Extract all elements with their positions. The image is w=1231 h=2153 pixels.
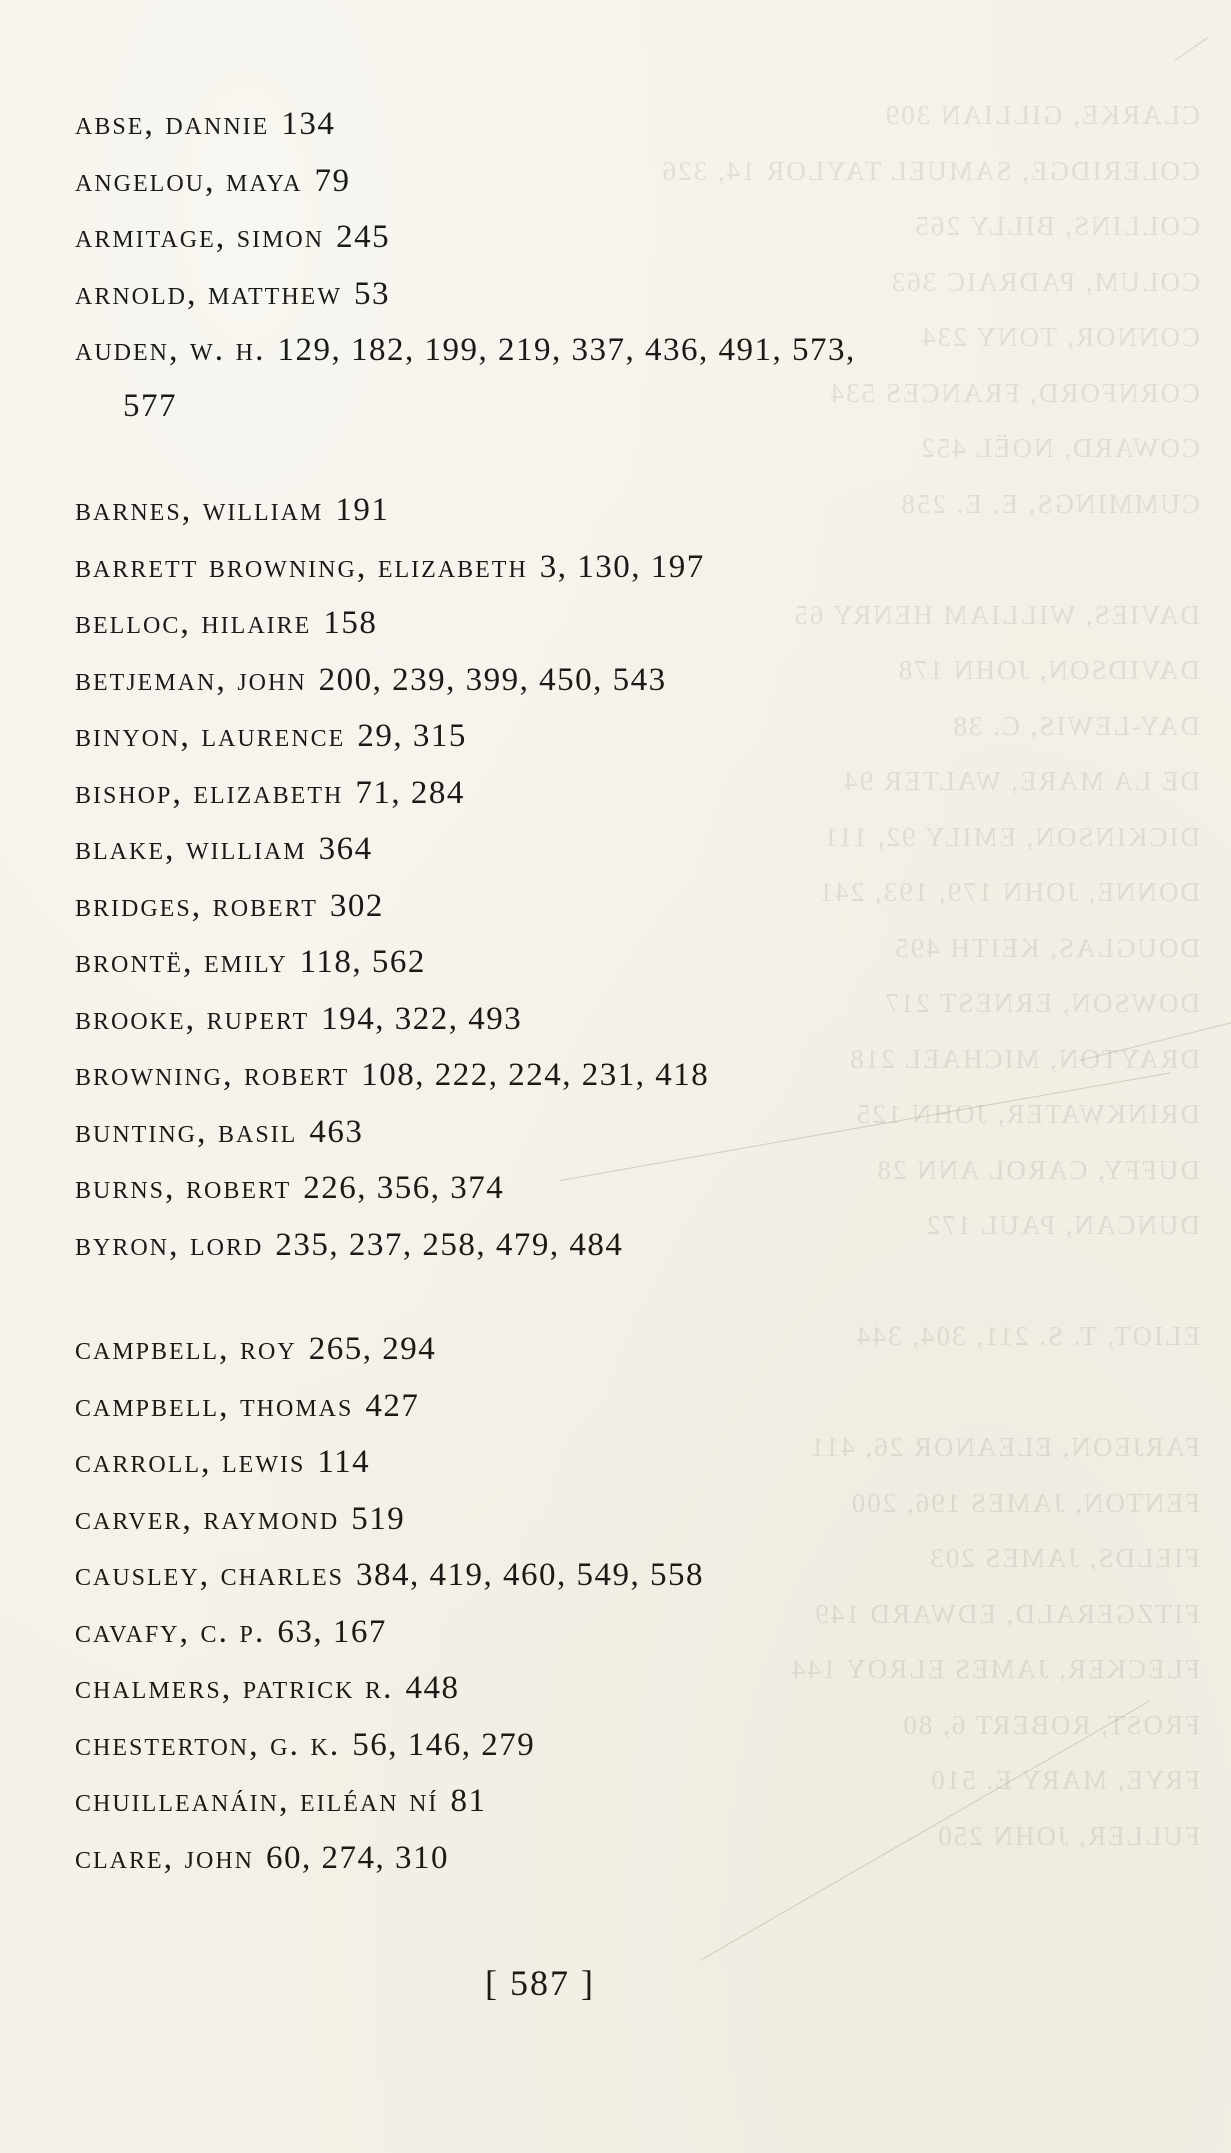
- index-entry: [75, 1378, 1175, 1435]
- show-through-text: CLARKE, GILLIAN 309 COLERIDGE, SAMUEL TAYLOR 14, 326 COLLINS, BILLY 265 COLUM, PADRAIC 363 CONNOR, TONY 234 CORNFORD, FRANCES 534 COWARD, NOËL 452 CUMMINGS, E. E. 258 DAVIES, WILLIAM HENRY 65 DAVIDSON, JOHN 178 DAY-LEWIS, C. 38 DE LA MARE, WALTER 94 DICKINSON, EMILY 92, 111 DONNE, JOHN 179, 193, 241 DOUGLAS, KEITH 495 DOWSON, ERNEST 217 DRAYTON, MICHAEL 218 DRINKWATER, JOHN 125 DUFFY, CAROL ANN 28 DUNCAN, PAUL 172 ELIOT, T. S. 211, 304, 344 FARJEON, ELEANOR 26, 411 FENTON, JAMES 196, 200 FIELDS, JAMES 203 FITZGERALD, EDWARD 149 FLECKER, JAMES ELROY 144 FROST, ROBERT 6, 80 FRYE, MARY E. 510 FULLER, JOHN 250: [660, 100, 1200, 1851]
- page-references: 226, 356, 374: [303, 1170, 505, 1206]
- index-entry: [75, 1160, 1175, 1217]
- author-name: carver, raymond: [75, 1499, 340, 1537]
- page-references: 63, 167: [277, 1613, 387, 1650]
- author-name: brontë, emily: [75, 943, 288, 980]
- index-entry: [75, 1604, 1175, 1661]
- page-references: 129, 182, 199, 219, 337, 436, 491, 573,: [277, 332, 856, 368]
- index-entry: [75, 153, 1175, 210]
- author-name: brooke, rupert: [75, 999, 310, 1037]
- page-number: [ 587 ]: [485, 1963, 595, 2003]
- page-references: 3, 130, 197: [539, 548, 705, 585]
- page-references: 194, 322, 493: [321, 1000, 523, 1037]
- page-references: 114: [317, 1444, 371, 1480]
- index-group-c: [75, 1321, 1175, 1886]
- index-entry: [75, 1773, 1175, 1830]
- index-entry: [75, 1491, 1175, 1548]
- index-entry: [75, 539, 1175, 596]
- author-name: belloc, hilaire: [75, 604, 312, 641]
- page-references: 265, 294: [308, 1331, 437, 1367]
- author-name: burns, robert: [75, 1169, 292, 1206]
- index-entry: [75, 96, 1175, 153]
- author-name: cavafy, c. p.: [75, 1612, 266, 1650]
- page-references: 81: [450, 1783, 487, 1819]
- page-references: 108, 222, 224, 231, 418: [361, 1057, 710, 1093]
- page-references-continued: 577: [123, 387, 177, 424]
- page-references: 60, 274, 310: [266, 1839, 450, 1876]
- author-name: barrett browning, elizabeth: [75, 547, 528, 585]
- author-index: [75, 96, 1175, 1934]
- index-group-b: [75, 482, 1175, 1273]
- index-entry: [75, 991, 1175, 1048]
- author-name: betjeman, john: [75, 660, 307, 698]
- index-entry: [75, 209, 1175, 266]
- page-references: 118, 562: [299, 944, 426, 980]
- author-name: barnes, william: [75, 491, 324, 528]
- author-name: chalmers, patrick r.: [75, 1669, 394, 1706]
- page-references: 245: [336, 219, 391, 255]
- author-name: chesterton, g. k.: [75, 1725, 341, 1763]
- page-references: 519: [351, 1500, 406, 1537]
- page-references: 448: [405, 1670, 460, 1706]
- author-name: campbell, thomas: [75, 1386, 354, 1424]
- paper-scratch: [1175, 37, 1208, 61]
- author-name: auden, w. h.: [75, 331, 266, 368]
- index-entry: [75, 1047, 1175, 1104]
- index-entry: [75, 1547, 1175, 1604]
- index-entry: [75, 1104, 1175, 1161]
- index-entry: [75, 1717, 1175, 1774]
- index-entry: [75, 482, 1175, 539]
- page-references: 235, 237, 258, 479, 484: [275, 1226, 624, 1263]
- author-name: browning, robert: [75, 1056, 350, 1093]
- author-name: carroll, lewis: [75, 1443, 306, 1480]
- page-references: 53: [353, 275, 390, 312]
- index-entry: [75, 1830, 1175, 1887]
- index-entry: [75, 878, 1175, 935]
- page-references: 427: [365, 1387, 420, 1424]
- page-references: 302: [329, 887, 384, 924]
- page-references: 71, 284: [355, 774, 465, 811]
- author-name: chuilleanáin, eiléan ní: [75, 1782, 439, 1819]
- page-references: 200, 239, 399, 450, 543: [318, 661, 667, 698]
- index-entry: [75, 1217, 1175, 1274]
- author-name: angelou, maya: [75, 161, 303, 199]
- index-entry: [75, 1660, 1175, 1717]
- index-entry: [75, 934, 1175, 991]
- author-name: armitage, simon: [75, 218, 325, 255]
- index-entry: [75, 652, 1175, 709]
- page-references: 191: [335, 492, 390, 528]
- page-references: 134: [281, 106, 336, 142]
- author-name: bishop, elizabeth: [75, 773, 344, 811]
- index-entry: [75, 765, 1175, 822]
- index-entry: [75, 266, 1175, 323]
- page-references: 364: [318, 831, 373, 867]
- page-references: 384, 419, 460, 549, 558: [356, 1557, 705, 1593]
- page-references: 56, 146, 279: [352, 1726, 536, 1763]
- author-name: abse, dannie: [75, 105, 270, 142]
- author-name: bunting, basil: [75, 1112, 298, 1150]
- author-name: blake, william: [75, 830, 307, 867]
- index-entry: [75, 1321, 1175, 1378]
- page-references: 463: [309, 1113, 364, 1150]
- page-references: 158: [323, 605, 378, 641]
- index-entry: [75, 708, 1175, 765]
- index-entry: [75, 1434, 1175, 1491]
- page-references: 79: [314, 162, 351, 199]
- author-name: campbell, roy: [75, 1330, 297, 1367]
- author-name: bridges, robert: [75, 886, 318, 924]
- index-group-a: [75, 96, 1175, 434]
- author-name: byron, lord: [75, 1225, 264, 1263]
- page-references: 29, 315: [357, 718, 467, 754]
- author-name: causley, charles: [75, 1556, 345, 1593]
- author-name: clare, john: [75, 1838, 255, 1876]
- index-entry: [75, 595, 1175, 652]
- author-name: arnold, matthew: [75, 274, 342, 312]
- index-entry: [75, 821, 1175, 878]
- author-name: binyon, laurence: [75, 717, 346, 754]
- index-entry: [75, 322, 1175, 379]
